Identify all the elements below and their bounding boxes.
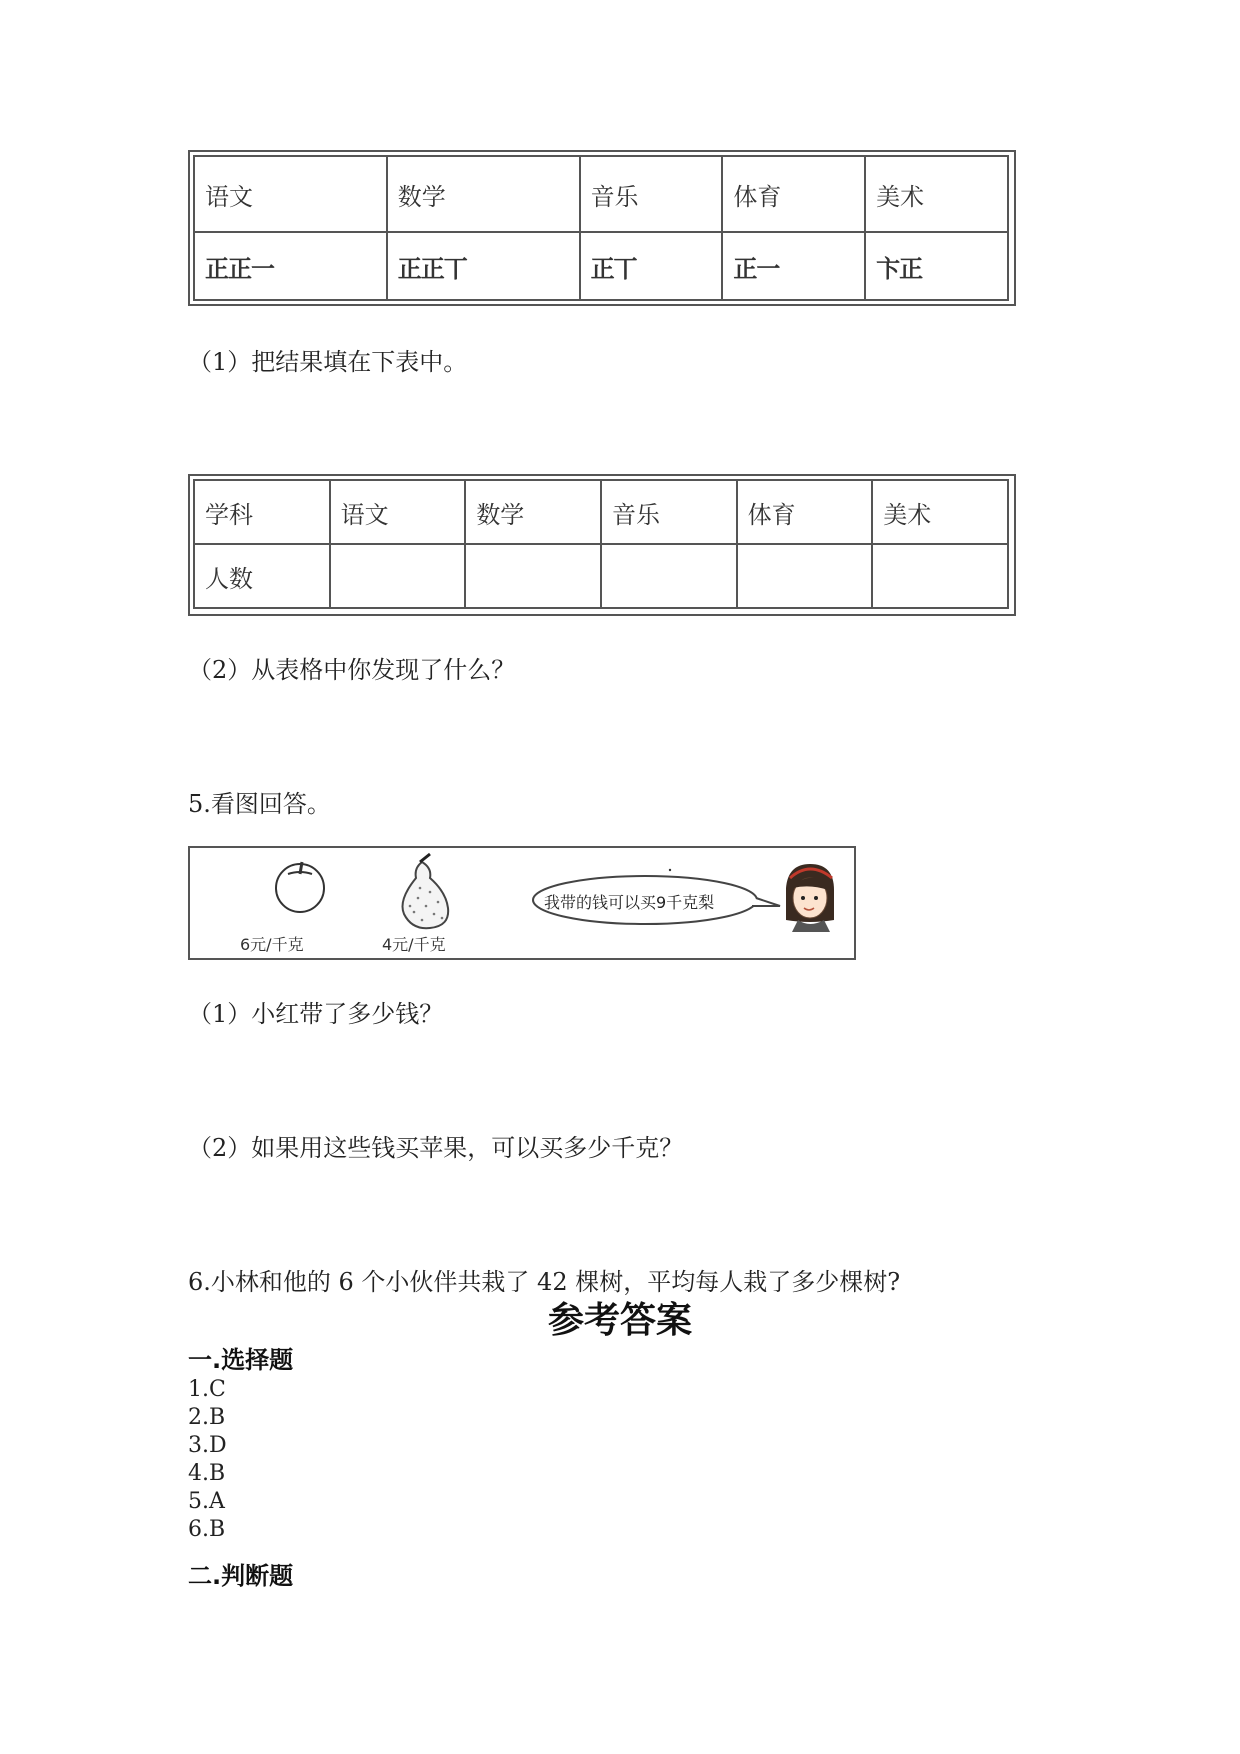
tally-mark: 正正丅	[387, 232, 580, 300]
result-subject: 音乐	[601, 480, 737, 544]
answer-item: 6.B	[188, 1517, 226, 1542]
result-subject: 语文	[330, 480, 466, 544]
speech-text: 我带的钱可以买9千克梨	[544, 893, 715, 912]
result-blank-cell[interactable]	[465, 544, 601, 608]
pear-icon	[403, 854, 449, 928]
tally-subject: 数学	[387, 156, 580, 232]
question-6: 6.小林和他的 6 个小伙伴共栽了 42 棵树，平均每人栽了多少棵树?	[188, 1268, 901, 1296]
tally-subject: 美术	[865, 156, 1008, 232]
result-blank-cell[interactable]	[601, 544, 737, 608]
tally-subject: 音乐	[580, 156, 723, 232]
pear-price: 4元/千克	[382, 935, 446, 954]
result-blank-cell[interactable]	[330, 544, 466, 608]
tally-mark: 正一	[722, 232, 865, 300]
answer-item: 2.B	[188, 1405, 226, 1430]
apple-icon	[276, 862, 324, 912]
answer-item: 3.D	[188, 1433, 227, 1458]
fruit-picture-box	[188, 846, 856, 960]
tally-mark: 正正一	[194, 232, 387, 300]
apple-price: 6元/千克	[240, 935, 304, 954]
question-5-title: 5.看图回答。	[188, 790, 331, 818]
question-5-1: （1）小红带了多少钱？	[188, 1000, 444, 1028]
result-blank-cell[interactable]	[872, 544, 1008, 608]
tally-grid	[193, 155, 1009, 301]
answer-item: 4.B	[188, 1461, 226, 1486]
result-subject: 体育	[737, 480, 873, 544]
result-table	[188, 474, 1016, 616]
tally-subject: 体育	[722, 156, 865, 232]
answer-item: 1.C	[188, 1377, 226, 1402]
result-subject: 美术	[872, 480, 1008, 544]
result-blank-cell[interactable]	[737, 544, 873, 608]
result-row-label: 人数	[194, 544, 330, 608]
section-judge-heading: 二.判断题	[188, 1562, 294, 1590]
tally-table	[188, 150, 1016, 306]
tally-mark: 卞正	[865, 232, 1008, 300]
girl-icon	[786, 864, 834, 932]
result-grid	[193, 479, 1009, 609]
question-4-2: （2）从表格中你发现了什么？	[188, 656, 516, 684]
answer-list	[188, 1376, 227, 1544]
result-subject: 数学	[465, 480, 601, 544]
answer-item: 5.A	[188, 1489, 225, 1514]
answers-title: 参考答案	[547, 1300, 692, 1341]
tally-subject: 语文	[194, 156, 387, 232]
question-5-2: （2）如果用这些钱买苹果，可以买多少千克？	[188, 1134, 684, 1162]
result-header-label: 学科	[194, 480, 330, 544]
section-choice-heading: 一.选择题	[188, 1346, 294, 1374]
question-4-1: （1）把结果填在下表中。	[188, 348, 468, 376]
tally-mark: 正丅	[580, 232, 723, 300]
